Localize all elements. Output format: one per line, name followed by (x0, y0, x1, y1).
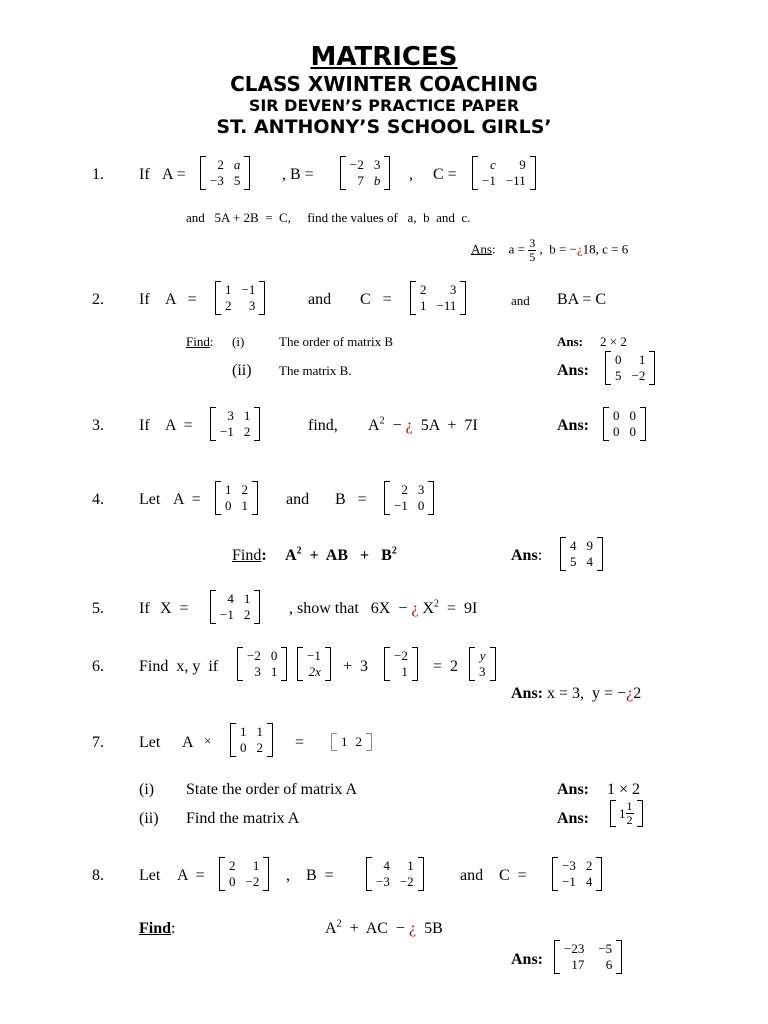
q6-equals: = 2 (433, 658, 459, 675)
matrix-cell: 1 (243, 591, 251, 606)
q7-part-i: (i) (139, 781, 155, 798)
matrix-cell: 1 (252, 858, 260, 873)
ans-label: Ans (471, 241, 492, 257)
matrix-cell: −1 (307, 648, 321, 663)
matrix-cell: 2 (241, 482, 248, 497)
find-label: Find (186, 334, 210, 349)
q7-row-matrix (331, 733, 372, 751)
q2-ans1-label: Ans: (557, 334, 584, 349)
q4-b-label: B = (335, 491, 367, 508)
q8-matrix-b (366, 857, 424, 891)
q2-and: and (308, 291, 332, 308)
expr-x: X (418, 600, 435, 617)
q8-a-label: A = (177, 867, 205, 884)
matrix-cell: 2 (401, 482, 408, 497)
expr-a: A (325, 920, 337, 937)
frac-den: 5 (529, 250, 536, 264)
matrix-cell: 0 (615, 352, 622, 367)
q2-c-label: C = (360, 291, 392, 308)
q8-let: Let (139, 867, 161, 884)
matrix-cell: 7 (357, 173, 364, 188)
q4-matrix-b (384, 481, 434, 515)
q3-a-label: A = (165, 417, 193, 434)
q5-if: If (139, 600, 150, 617)
matrix-cell: 3 (449, 282, 457, 297)
q3-if: If (139, 417, 150, 434)
q6-vector-3 (469, 647, 496, 681)
q7-ans1-label: Ans: (557, 781, 590, 798)
q4-a-label: A = (173, 491, 201, 508)
school-name: ST. ANTHONY’S SCHOOL GIRLS’ (216, 116, 552, 138)
q2-if: If (139, 291, 150, 308)
matrix-cell: −1 (220, 607, 234, 622)
matrix-cell: 17 (571, 957, 585, 972)
matrix-cell: −11 (505, 173, 526, 188)
expr-mid: + AC − (341, 920, 405, 937)
matrix-cell: −1 (482, 173, 496, 188)
matrix-cell: 2 (225, 298, 232, 313)
class-line: CLASS XWINTER COACHING (230, 72, 538, 96)
matrix-cell: −5 (598, 941, 613, 956)
matrix-cell: 4 (585, 874, 593, 889)
matrix-cell: −2 (394, 648, 408, 663)
q8-expression (325, 918, 443, 937)
q1-if: If (139, 166, 150, 183)
expr-minus: − (384, 417, 402, 434)
q8-ans-label: Ans: (511, 951, 544, 968)
expr-mid: + AB + B (301, 547, 392, 564)
q1-b-label: , B = (282, 166, 314, 183)
q8-and: and (460, 867, 484, 884)
frac-den: 2 (626, 813, 633, 827)
matrix-cell: 4 (383, 858, 390, 873)
q5-matrix-x (210, 590, 260, 624)
q2-matrix-a (215, 281, 265, 315)
expr-power: 2 (336, 918, 342, 930)
expr-a: A (368, 417, 380, 434)
matrix-cell: 4 (586, 554, 593, 569)
matrix-cell: −2 (245, 874, 260, 889)
q1-c-label: C = (433, 166, 457, 183)
q2-a-label: A = (165, 291, 197, 308)
expr-power: 2 (296, 545, 302, 557)
matrix-cell: 1 (401, 664, 408, 679)
matrix-cell: 0 (225, 498, 232, 513)
q4-expression (285, 545, 397, 564)
matrix-cell: 9 (586, 538, 593, 553)
find-label: Find (232, 547, 262, 564)
q6-plus: + 3 (343, 658, 369, 675)
matrix-cell: 0 (417, 498, 425, 513)
q1-comma: , (409, 166, 413, 183)
q1-matrix-a (200, 156, 250, 190)
matrix-cell: −23 (564, 941, 585, 956)
q7-times: × (204, 733, 212, 748)
matrix-cell: 1 (225, 282, 232, 297)
q1-a-label: A = (162, 166, 186, 183)
q4-matrix-a (215, 481, 258, 515)
matrix-cell: 0 (629, 424, 636, 439)
q2-ans1: 2 × 2 (600, 334, 627, 349)
q4-find (232, 548, 267, 564)
q6-answer (511, 686, 641, 702)
q7-matrix (230, 723, 273, 757)
matrix-cell: 1 (341, 734, 348, 749)
q6-vector-1 (297, 647, 331, 681)
matrix-cell: −1 (394, 498, 408, 513)
matrix-cell: 2 (585, 858, 593, 873)
q3-expression (368, 415, 478, 434)
matrix-cell: 2 (256, 740, 263, 755)
matrix-cell: 1 (638, 352, 646, 367)
q3-matrix-a (210, 407, 260, 441)
q8-find (139, 921, 175, 937)
q8-number: 8. (92, 867, 104, 884)
inverted-question-glyph: ¿ (408, 920, 417, 937)
q8-b-label: , B = (286, 867, 334, 884)
matrix-cell: 2 (355, 734, 362, 749)
matrix-cell: 1 (240, 724, 247, 739)
q7-ans1: 1 × 2 (607, 781, 641, 798)
frac-num: 1 (626, 799, 633, 813)
q7-ans2-label: Ans: (557, 810, 590, 827)
q6-matrix-1 (237, 647, 287, 681)
matrix-cell: 3 (479, 664, 486, 679)
q3-number: 3. (92, 417, 104, 434)
matrix-cell: 1 (256, 724, 263, 739)
q7-let: Let (139, 734, 161, 751)
q7-number: 7. (92, 734, 104, 751)
ans-b: , b = − (539, 241, 577, 257)
matrix-cell: 5 (615, 368, 622, 383)
q2-part-ii-text: The matrix B. (279, 363, 352, 378)
matrix-cell: 0 (629, 408, 636, 423)
ans-text: x = 3, y = − (547, 685, 627, 702)
q8-matrix-c (552, 857, 602, 891)
ans-a: a = (508, 241, 525, 257)
matrix-cell: −2 (631, 368, 646, 383)
q4-let: Let (139, 491, 161, 508)
ans-fraction (528, 237, 536, 264)
find-label: Find (139, 920, 172, 937)
matrix-cell: −1 (220, 424, 234, 439)
q2-number: 2. (92, 291, 104, 308)
matrix-cell: 2 (420, 282, 427, 297)
q1-matrix-b (340, 156, 390, 190)
page-title: MATRICES (310, 42, 458, 72)
q1-instruction: and 5A + 2B = C, find the values of a, b and c. (186, 210, 471, 225)
q2-part-ii: (ii) (232, 362, 252, 379)
matrix-cell: 4 (570, 538, 577, 553)
matrix-cell: 1 (407, 858, 414, 873)
q6-vector-2 (384, 647, 418, 681)
matrix-cell: −3 (376, 874, 390, 889)
ans-fraction (626, 800, 634, 827)
matrix-cell: 2 (243, 607, 251, 622)
find-colon: : (171, 920, 176, 937)
q5-statement (289, 598, 478, 617)
q1-number: 1. (92, 166, 104, 183)
matrix-cell: b (373, 173, 381, 188)
matrix-cell: 2 (229, 858, 236, 873)
matrix-cell: a (233, 157, 241, 172)
q3-ans-label: Ans: (557, 417, 590, 434)
expr-rest: 5B (416, 920, 443, 937)
matrix-cell: 3 (373, 157, 381, 172)
q4-number: 4. (92, 491, 104, 508)
matrix-cell: −2 (350, 157, 364, 172)
matrix-cell: 5 (233, 173, 241, 188)
paper-title: SIR DEVEN’S PRACTICE PAPER (248, 96, 520, 115)
find-colon: : (261, 547, 267, 564)
matrix-cell: 9 (519, 157, 526, 172)
matrix-cell: 1 (225, 482, 232, 497)
q3-ans-matrix (603, 407, 646, 441)
matrix-cell: 3 (417, 482, 425, 497)
matrix-cell: 1 (243, 408, 251, 423)
inverted-question-glyph: ¿ (626, 685, 634, 702)
q4-ans (511, 548, 542, 564)
matrix-cell: c (490, 157, 496, 172)
ans-rest: 18, c = 6 (582, 241, 629, 257)
q5-x-label: X = (160, 600, 189, 617)
matrix-cell: 1 (270, 664, 278, 679)
matrix-cell: 0 (613, 424, 620, 439)
matrix-cell: 2 (243, 424, 251, 439)
matrix-cell: 0 (229, 874, 236, 889)
matrix-cell: 0 (270, 648, 278, 663)
q7-part-ii-text: Find the matrix A (186, 810, 300, 827)
matrix-cell: 3 (254, 664, 261, 679)
q5-number: 5. (92, 600, 104, 617)
q2-matrix-c (410, 281, 466, 315)
expr-rest: 5A + 7I (412, 417, 478, 434)
inverted-question-glyph: ¿ (576, 241, 583, 257)
q7-part-ii: (ii) (139, 810, 159, 827)
matrix-cell: 6 (605, 957, 613, 972)
q2-ans2-label: Ans: (557, 362, 590, 379)
q7-part-i-text: State the order of matrix A (186, 781, 358, 798)
matrix-cell: 5 (570, 554, 577, 569)
q8-ans-matrix (554, 940, 622, 974)
ans-label: Ans: (511, 685, 544, 702)
q7-equals: = (295, 734, 305, 751)
expr-power: 2 (379, 415, 385, 427)
matrix-cell: −11 (436, 298, 457, 313)
q4-ans-matrix (560, 537, 603, 571)
q2-part-i: (i) (232, 334, 245, 349)
matrix-cell: 3 (248, 298, 256, 313)
ans-colon: : (537, 547, 543, 564)
q1-answer: Ans: a = $\frac{3}{5}$ , b = −¿18, c = 6 (471, 236, 629, 264)
matrix-cell: −2 (247, 648, 261, 663)
matrix-cell: −3 (210, 173, 224, 188)
matrix-cell: 2x (308, 664, 321, 679)
q8-c-label: C = (499, 867, 527, 884)
matrix-cell: −3 (562, 858, 576, 873)
expr-rest: = 9I (439, 600, 478, 617)
q8-matrix-a (219, 857, 269, 891)
q2-equation: BA = C (557, 291, 607, 308)
matrix-cell: 0 (240, 740, 247, 755)
q3-find: find, (308, 417, 338, 434)
expr-a: A (285, 547, 297, 564)
matrix-cell: 4 (227, 591, 234, 606)
matrix-cell: 1 (420, 298, 427, 313)
inverted-question-glyph: ¿ (405, 417, 413, 434)
matrix-cell: 2 (217, 157, 224, 172)
expr-power: 2 (391, 545, 397, 557)
q2-ans2-matrix (605, 351, 655, 385)
matrix-cell: 1 (241, 498, 248, 513)
q4-and: and (286, 491, 310, 508)
frac-num: 3 (529, 236, 536, 250)
matrix-cell: 0 (613, 408, 620, 423)
show-text: , show that 6X − (289, 600, 408, 617)
q1-matrix-c (472, 156, 536, 190)
q7-ans2-matrix (610, 800, 643, 827)
q6-find: Find x, y if (139, 658, 219, 675)
q2-and-2: and (511, 293, 530, 308)
matrix-cell: 3 (227, 408, 234, 423)
ans-label: Ans (511, 547, 538, 564)
matrix-cell: −1 (241, 282, 256, 297)
inverted-question-glyph: ¿ (411, 600, 419, 617)
matrix-cell: −2 (399, 874, 414, 889)
ans-rest: 2 (633, 685, 642, 702)
matrix-cell: −1 (562, 874, 576, 889)
ans-whole: 1 (619, 805, 626, 821)
q2-part-i-text: The order of matrix B (279, 334, 394, 349)
expr-power: 2 (434, 598, 440, 610)
q2-find: Find: (186, 334, 214, 349)
q6-number: 6. (92, 658, 104, 675)
q7-a-label: A (182, 734, 194, 751)
matrix-cell: y (479, 648, 486, 663)
